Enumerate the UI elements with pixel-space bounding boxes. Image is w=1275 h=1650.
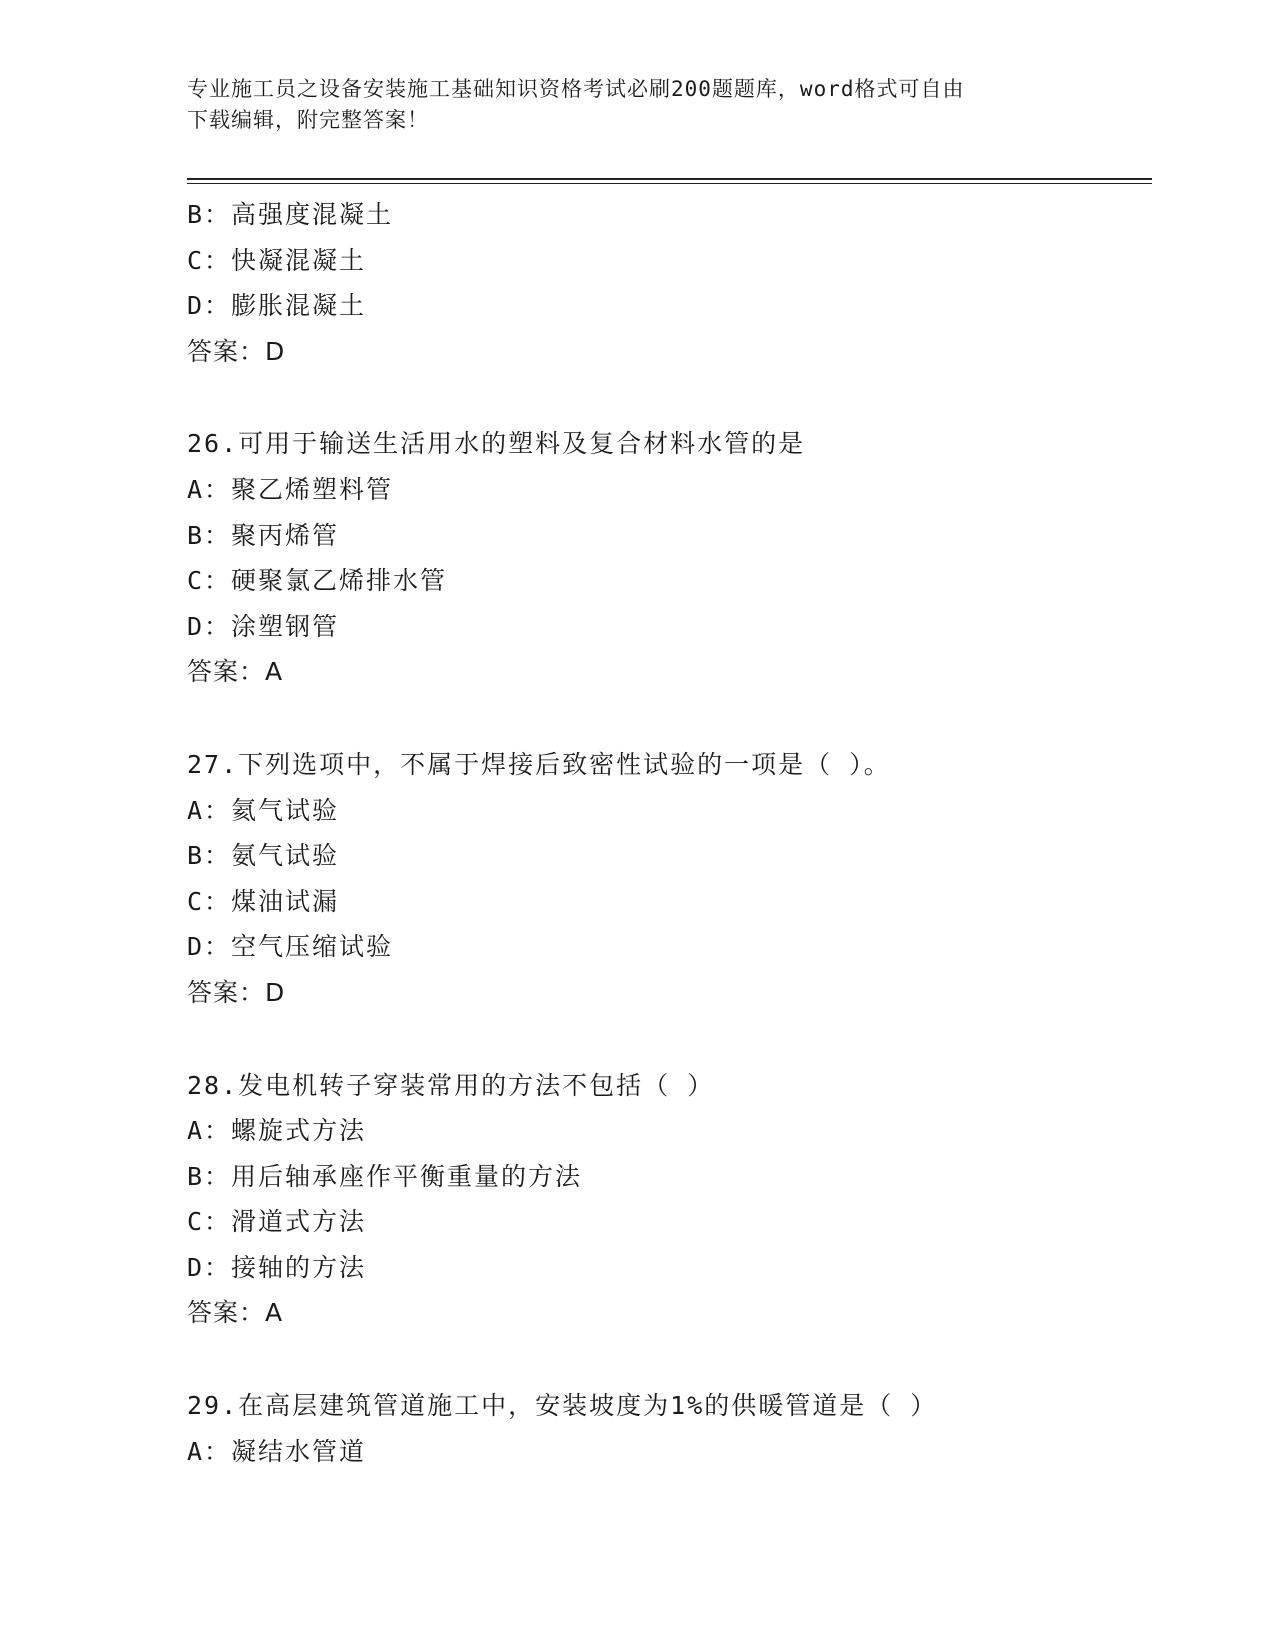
option-d: D：接轴的方法 [187, 1252, 367, 1282]
header-line-2: 下载编辑，附完整答案！ [187, 108, 429, 132]
option-a: A：凝结水管道 [187, 1436, 367, 1466]
option-c: C：煤油试漏 [187, 886, 340, 916]
header-rule-thin [187, 183, 1152, 184]
spacer [187, 1336, 1152, 1383]
header-rule-thick [187, 178, 1152, 180]
question-stem: 28.发电机转子穿装常用的方法不包括（ ） [187, 1070, 715, 1100]
answer-line: 答案：D [187, 336, 286, 366]
option-c: C：快凝混凝土 [187, 245, 367, 275]
option-a: A：氦气试验 [187, 795, 340, 825]
option-b: B：氨气试验 [187, 841, 340, 871]
answer-line: 答案：D [187, 977, 286, 1007]
spacer [187, 374, 1152, 421]
question-block-27 [187, 742, 1152, 1016]
option-a: A：聚乙烯塑料管 [187, 474, 394, 504]
header-line-1: 专业施工员之设备安装施工基础知识资格考试必刷200题题库，word格式可自由 [187, 77, 965, 101]
question-block-continued [187, 192, 1152, 374]
option-b: B：高强度混凝土 [187, 200, 394, 229]
option-a: A：螺旋式方法 [187, 1116, 367, 1146]
option-d: D：涂塑钢管 [187, 611, 340, 641]
spacer [187, 695, 1152, 742]
question-stem: 29.在高层建筑管道施工中，安装坡度为1%的供暖管道是（ ） [187, 1391, 938, 1421]
option-b: B：聚丙烯管 [187, 520, 340, 550]
question-block-28 [187, 1063, 1152, 1337]
option-c: C：硬聚氯乙烯排水管 [187, 566, 448, 596]
option-b: B：用后轴承座作平衡重量的方法 [187, 1161, 583, 1191]
question-stem: 27.下列选项中，不属于焊接后致密性试验的一项是（ ）。 [187, 749, 891, 779]
option-d: D：空气压缩试验 [187, 932, 394, 962]
option-d: D：膨胀混凝土 [187, 291, 367, 321]
answer-line: 答案：A [187, 1298, 284, 1328]
question-block-29 [187, 1383, 1152, 1474]
spacer [187, 1016, 1152, 1063]
option-c: C：滑道式方法 [187, 1207, 367, 1237]
question-list [187, 192, 1152, 1474]
page-header [187, 74, 1067, 136]
question-stem: 26.可用于输送生活用水的塑料及复合材料水管的是 [187, 429, 806, 459]
question-block-26 [187, 421, 1152, 695]
answer-line: 答案：A [187, 657, 284, 687]
